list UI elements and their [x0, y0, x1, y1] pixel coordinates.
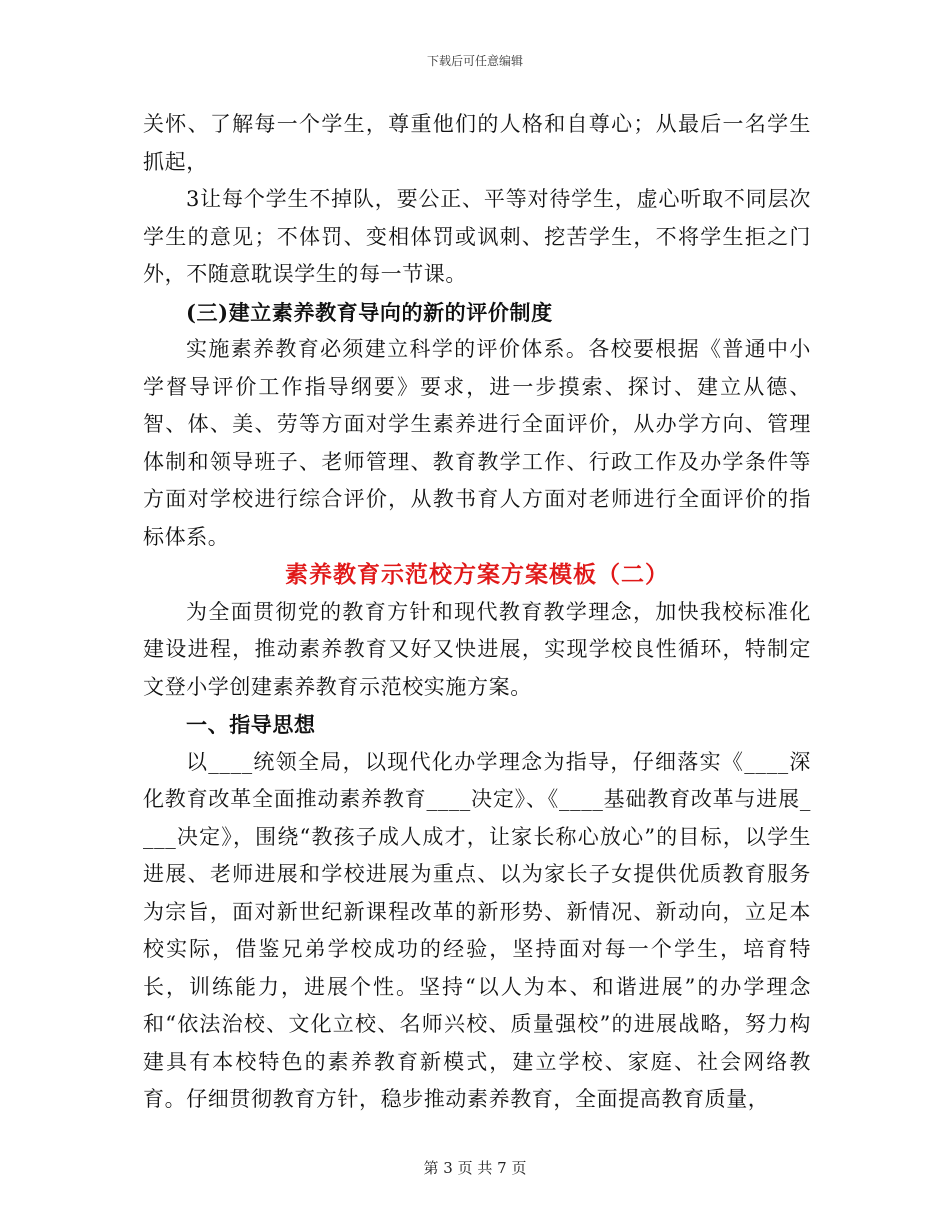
paragraph-evaluation-system: 实施素养教育必须建立科学的评价体系。各校要根据《普通中小学督导评价工作指导纲要》要求，进一步摸索、探讨、建立从德、智、体、美、劳等方面对学生素养进行全面评价，从办学方向、管理体制和领导班子、老师管理、教育教学工作、行政工作及办学条件等方面对学校进行综合评价，从教书育人方面对老师进行全面评价的指标体系。: [143, 337, 811, 549]
section-heading-guiding-ideology: 一、指导思想: [186, 712, 316, 737]
document-body: [143, 106, 811, 1119]
paragraph-item-3: 3让每个学生不掉队，要公正、平等对待学生，虚心听取不同层次学生的意见；不体罚、变相体罚或讽刺、挖苦学生，不将学生拒之门外，不随意耽误学生的每一节课。: [143, 187, 811, 286]
paragraph-intro: 为全面贯彻党的教育方针和现代教育教学理念，加快我校标准化建设进程，推动素养教育又好又快进展，实现学校良性循环，特制定文登小学创建素养教育示范校实施方案。: [143, 599, 811, 699]
paragraph-guiding-ideology: 以____统领全局，以现代化办学理念为指导，仔细落实《____深化教育改革全面推动素养教育____决定》、《____基础教育改革与进展____决定》，围绕“教孩子成人成才，让家长称心放心”的目标，以学生进展、老师进展和学校进展为重点、以为家长子女提供优质教育服务为宗旨，面对新世纪新课程改革的新形势、新情况、新动向，立足本校实际，借鉴兄弟学校成功的经验，坚持面对每一个学生，培育特长，训练能力，进展个性。坚持“以人为本、和谐进展”的办学理念和“依法治校、文化立校、名师兴校、质量强校”的进展战略，努力构建具有本校特色的素养教育新模式，建立学校、家庭、社会网络教育。仔细贯彻教育方针，稳步推动素养教育，全面提高教育质量，: [143, 749, 811, 1111]
page-number: 第 3 页 共 7 页: [423, 1159, 527, 1177]
document-title: 素养教育示范校方案方案模板（二）: [285, 561, 669, 588]
section-heading-evaluation: (三)建立素养教育导向的新的评价制度: [186, 299, 553, 325]
page-header: 下载后可任意编辑: [426, 54, 523, 68]
paragraph-continuation: 关怀、了解每一个学生，尊重他们的人格和自尊心；从最后一名学生抓起，: [143, 112, 811, 174]
